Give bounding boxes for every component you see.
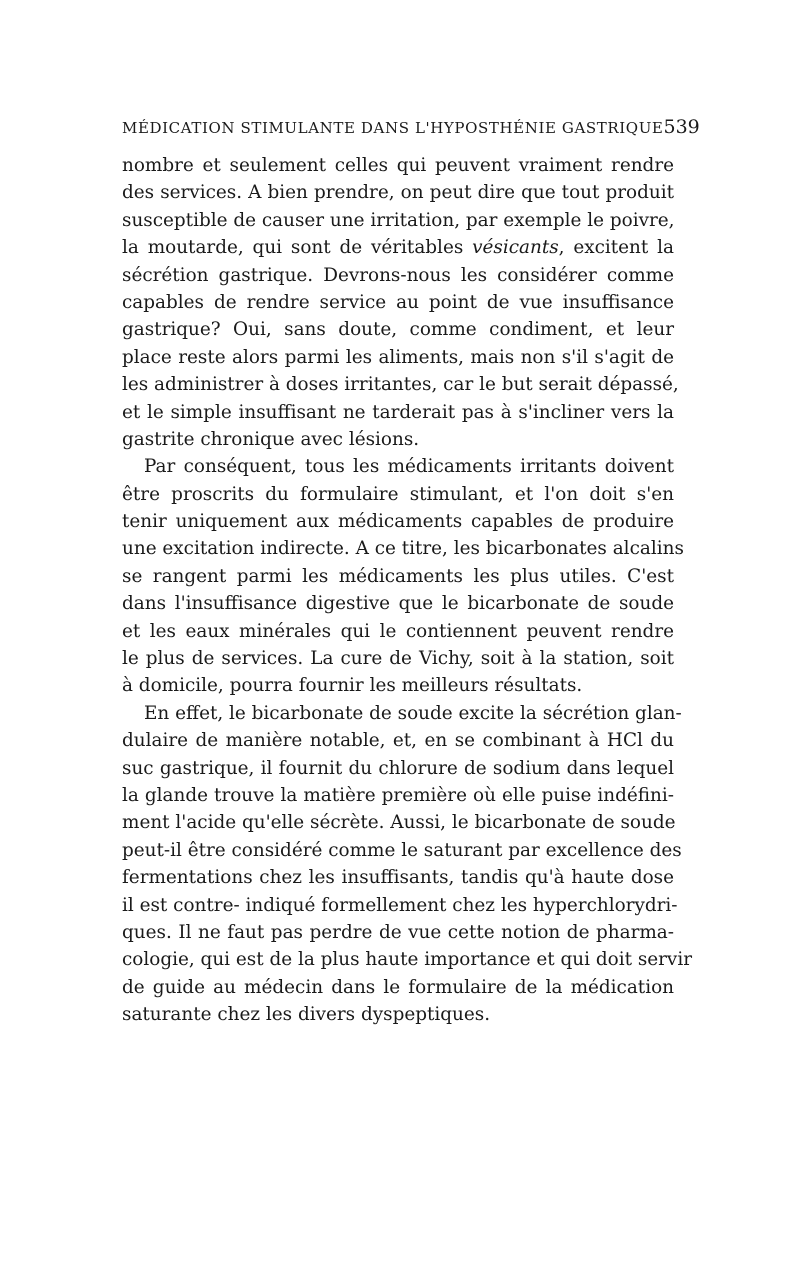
- text-line: nombre et seulement celles qui peuvent vraiment rendre: [122, 155, 674, 176]
- running-title: MÉDICATION STIMULANTE DANS L'HYPOSTHÉNIE GASTRIQUE: [122, 119, 664, 137]
- text-line: Par conséquent, tous les médicaments irritants doivent: [144, 456, 674, 478]
- text-line: saturante chez les divers dyspeptiques.: [122, 1004, 491, 1026]
- text-line: il est contre- indiqué formellement chez les hyperchlorydri-: [122, 894, 678, 916]
- text-line: capables de rendre service au point de vue insuffisance: [122, 291, 674, 313]
- text-line: se rangent parmi les médicaments les plus utiles. C'est: [122, 565, 674, 587]
- page-number: 539: [663, 116, 700, 138]
- text-segment: , excitent la: [558, 237, 674, 259]
- text-line: place reste alors parmi les aliments, mais non s'il s'agit de: [122, 346, 674, 368]
- text-line: ment l'acide qu'elle sécrète. Aussi, le bicarbonate de soude: [122, 812, 676, 834]
- text-line: sécrétion gastrique. Devrons-nous les considérer comme: [122, 264, 674, 286]
- text-line: dans l'insuffisance digestive que le bicarbonate de soude: [122, 593, 674, 615]
- text-line: le plus de services. La cure de Vichy, soit à la station, soit: [122, 648, 674, 670]
- text-line: et les eaux minérales qui le contiennent peuvent rendre: [122, 620, 674, 642]
- text-line: fermentations chez les insuffisants, tandis qu'à haute dose: [122, 867, 674, 889]
- text-line: la glande trouve la matière première où elle puise indéfini-: [122, 784, 674, 806]
- text-line-with-emphasis: [122, 234, 674, 261]
- text-line: à domicile, pourra fournir les meilleurs résultats.: [122, 675, 583, 697]
- emphasized-word: vésicants: [472, 237, 559, 259]
- body-text: [122, 152, 692, 1029]
- text-line: gastrique? Oui, sans doute, comme condiment, et leur: [122, 319, 674, 341]
- text-line: gastrite chronique avec lésions.: [122, 428, 420, 450]
- text-line: tenir uniquement aux médicaments capables de produire: [122, 511, 674, 533]
- text-line: être proscrits du formulaire stimulant, et l'on doit s'en: [122, 483, 674, 505]
- text-line: susceptible de causer une irritation, par exemple le poivre,: [122, 209, 675, 231]
- text-line: En effet, le bicarbonate de soude excite la sécrétion glan-: [144, 702, 682, 724]
- text-line: suc gastrique, il fournit du chlorure de sodium dans lequel: [122, 757, 674, 779]
- text-line: des services. A bien prendre, on peut dire que tout produit: [122, 182, 674, 204]
- text-segment: la moutarde, qui sont de véritables: [122, 237, 473, 259]
- text-line: dulaire de manière notable, et, en se combinant à HCl du: [122, 730, 674, 752]
- running-header: [122, 116, 700, 142]
- text-line: cologie, qui est de la plus haute importance et qui doit servir: [122, 949, 692, 971]
- text-line: et le simple insuffisant ne tarderait pas à s'incliner vers la: [122, 401, 674, 423]
- text-line: de guide au médecin dans le formulaire de la médication: [122, 976, 674, 998]
- text-line: les administrer à doses irritantes, car le but serait dépassé,: [122, 374, 679, 396]
- text-line: peut-il être considéré comme le saturant par excellence des: [122, 839, 682, 861]
- text-line: une excitation indirecte. A ce titre, les bicarbonates alcalins: [122, 538, 684, 560]
- text-line: ques. Il ne faut pas perdre de vue cette notion de pharma-: [122, 921, 674, 943]
